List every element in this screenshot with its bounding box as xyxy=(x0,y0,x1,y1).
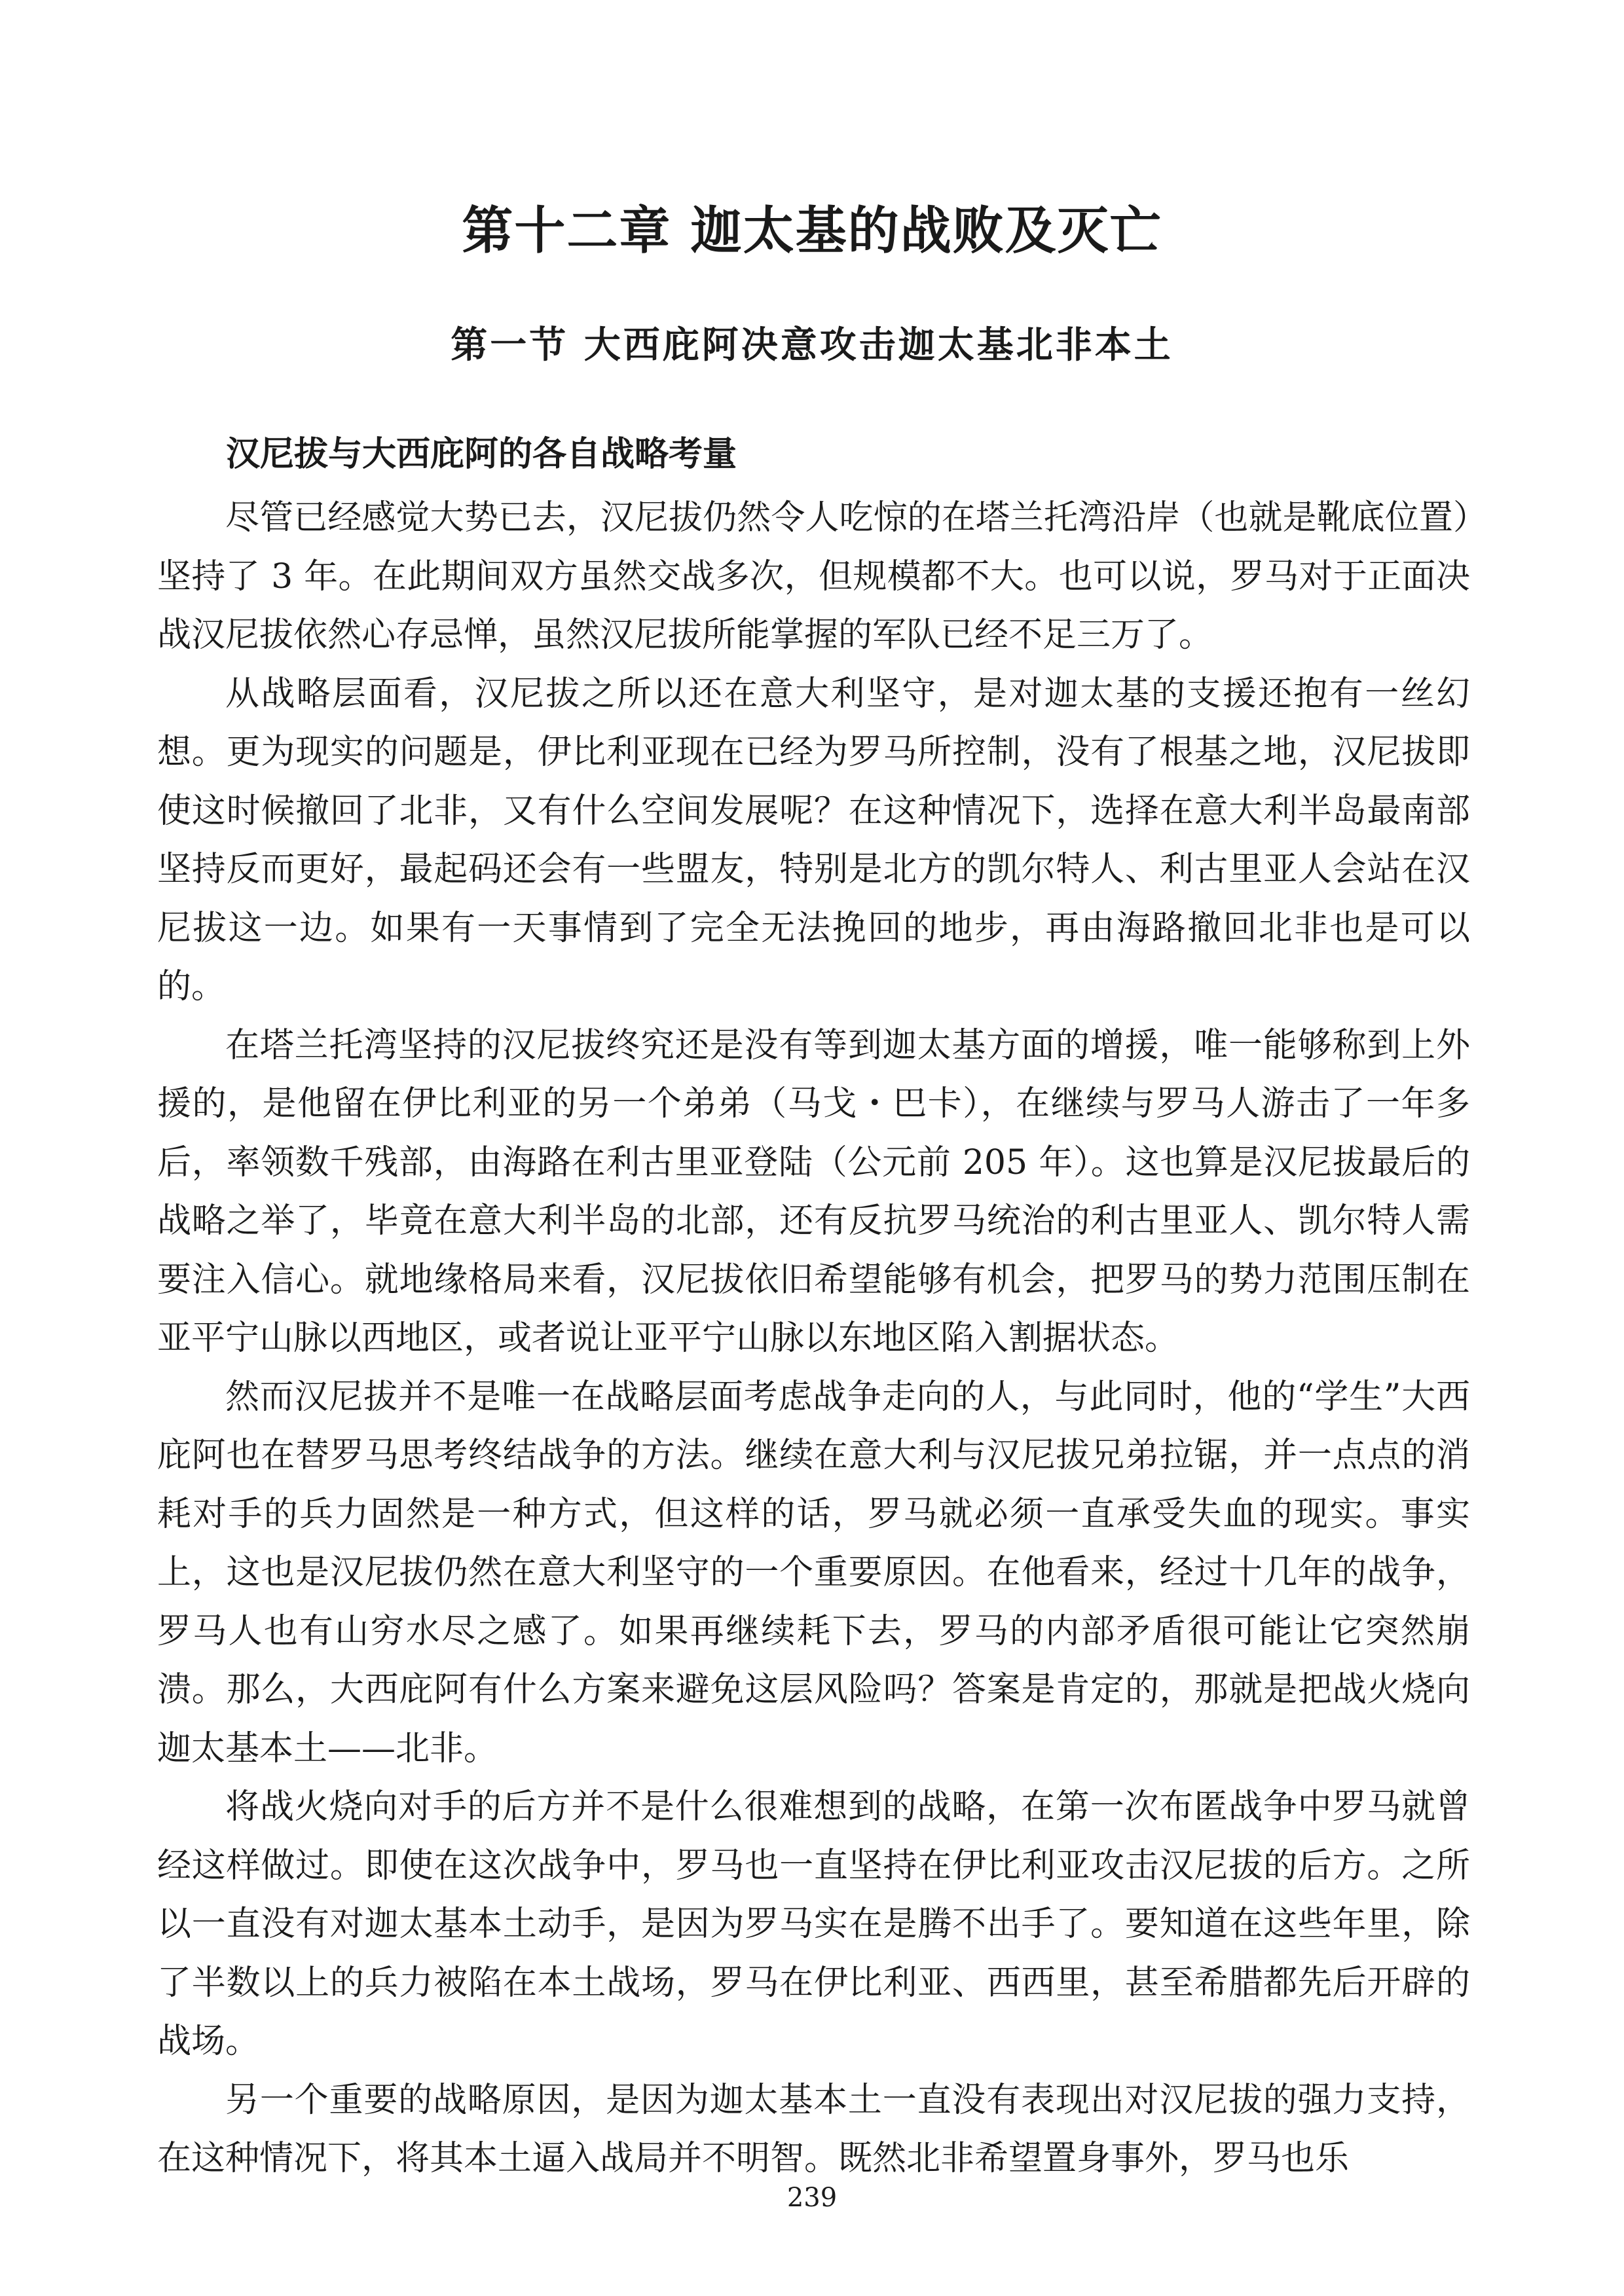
section-title: 第一节 大西庇阿决意攻击迦太基北非本土 xyxy=(451,324,1173,367)
paragraph: 然而汉尼拔并不是唯一在战略层面考虑战争走向的人，与此同时，他的“学生”大西庇阿也在替罗马思考终结战争的方法。继续在意大利与汉尼拔兄弟拉锯，并一点点的消耗对手的兵力固然是一种方式，但这样的话，罗马就必须一直承受失血的现实。事实上，这也是汉尼拔仍然在意大利坚守的一个重要原因。在他看来，经过十几年的战争，罗马人也有山穷水尽之感了。如果再继续耗下去，罗马的内部矛盾很可能让它突然崩溃。那么，大西庇阿有什么方案来避免这层风险吗？答案是肯定的，那就是把战火烧向迦太基本土——北非。 xyxy=(157,1377,1470,1768)
paragraph: 从战略层面看，汉尼拔之所以还在意大利坚守，是对迦太基的支援还抱有一丝幻想。更为现实的问题是，伊比利亚现在已经为罗马所控制，没有了根基之地，汉尼拔即使这时候撤回了北非，又有什么空间发展呢？在这种情况下，选择在意大利半岛最南部坚持反而更好，最起码还会有一些盟友，特别是北方的凯尔特人、利古里亚人会站在汉尼拔这一边。如果有一天事情到了完全无法挽回的地步，再由海路撤回北非也是可以的。 xyxy=(157,674,1470,1006)
paragraph: 将战火烧向对手的后方并不是什么很难想到的战略，在第一次布匿战争中罗马就曾经这样做过。即使在这次战争中，罗马也一直坚持在伊比利亚攻击汉尼拔的后方。之所以一直没有对迦太基本土动手，是因为罗马实在是腾不出手了。要知道在这些年里，除了半数以上的兵力被陷在本土战场，罗马在伊比利亚、西西里，甚至希腊都先后开辟的战场。 xyxy=(157,1787,1470,2061)
paragraph: 尽管已经感觉大势已去，汉尼拔仍然令人吃惊的在塔兰托湾沿岸（也就是靴底位置）坚持了 3 年。在此期间双方虽然交战多次，但规模都不大。也可以说，罗马对于正面决战汉尼拔依然心存忌惮，虽然汉尼拔所能掌握的军队已经不足三万了。 xyxy=(157,498,1470,655)
body-text xyxy=(157,489,1470,2189)
chapter-title: 第十二章 迦太基的战败及灭亡 xyxy=(462,201,1162,261)
paragraph: 在塔兰托湾坚持的汉尼拔终究还是没有等到迦太基方面的增援，唯一能够称到上外援的，是他留在伊比利亚的另一个弟弟（马戈・巴卡），在继续与罗马人游击了一年多后，率领数千残部，由海路在利古里亚登陆（公元前 205 年）。这也算是汉尼拔最后的战略之举了，毕竟在意大利半岛的北部，还有反抗罗马统治的利古里亚人、凯尔特人需要注入信心。就地缘格局来看，汉尼拔依旧希望能够有机会，把罗马的势力范围压制在亚平宁山脉以西地区，或者说让亚平宁山脉以东地区陷入割据状态。 xyxy=(157,1025,1470,1358)
page-number: 239 xyxy=(786,2183,838,2213)
subheading: 汉尼拔与大西庇阿的各自战略考量 xyxy=(226,435,737,474)
paragraph: 另一个重要的战略原因，是因为迦太基本土一直没有表现出对汉尼拔的强力支持，在这种情况下，将其本土逼入战局并不明智。既然北非希望置身事外，罗马也乐 xyxy=(157,2080,1470,2178)
